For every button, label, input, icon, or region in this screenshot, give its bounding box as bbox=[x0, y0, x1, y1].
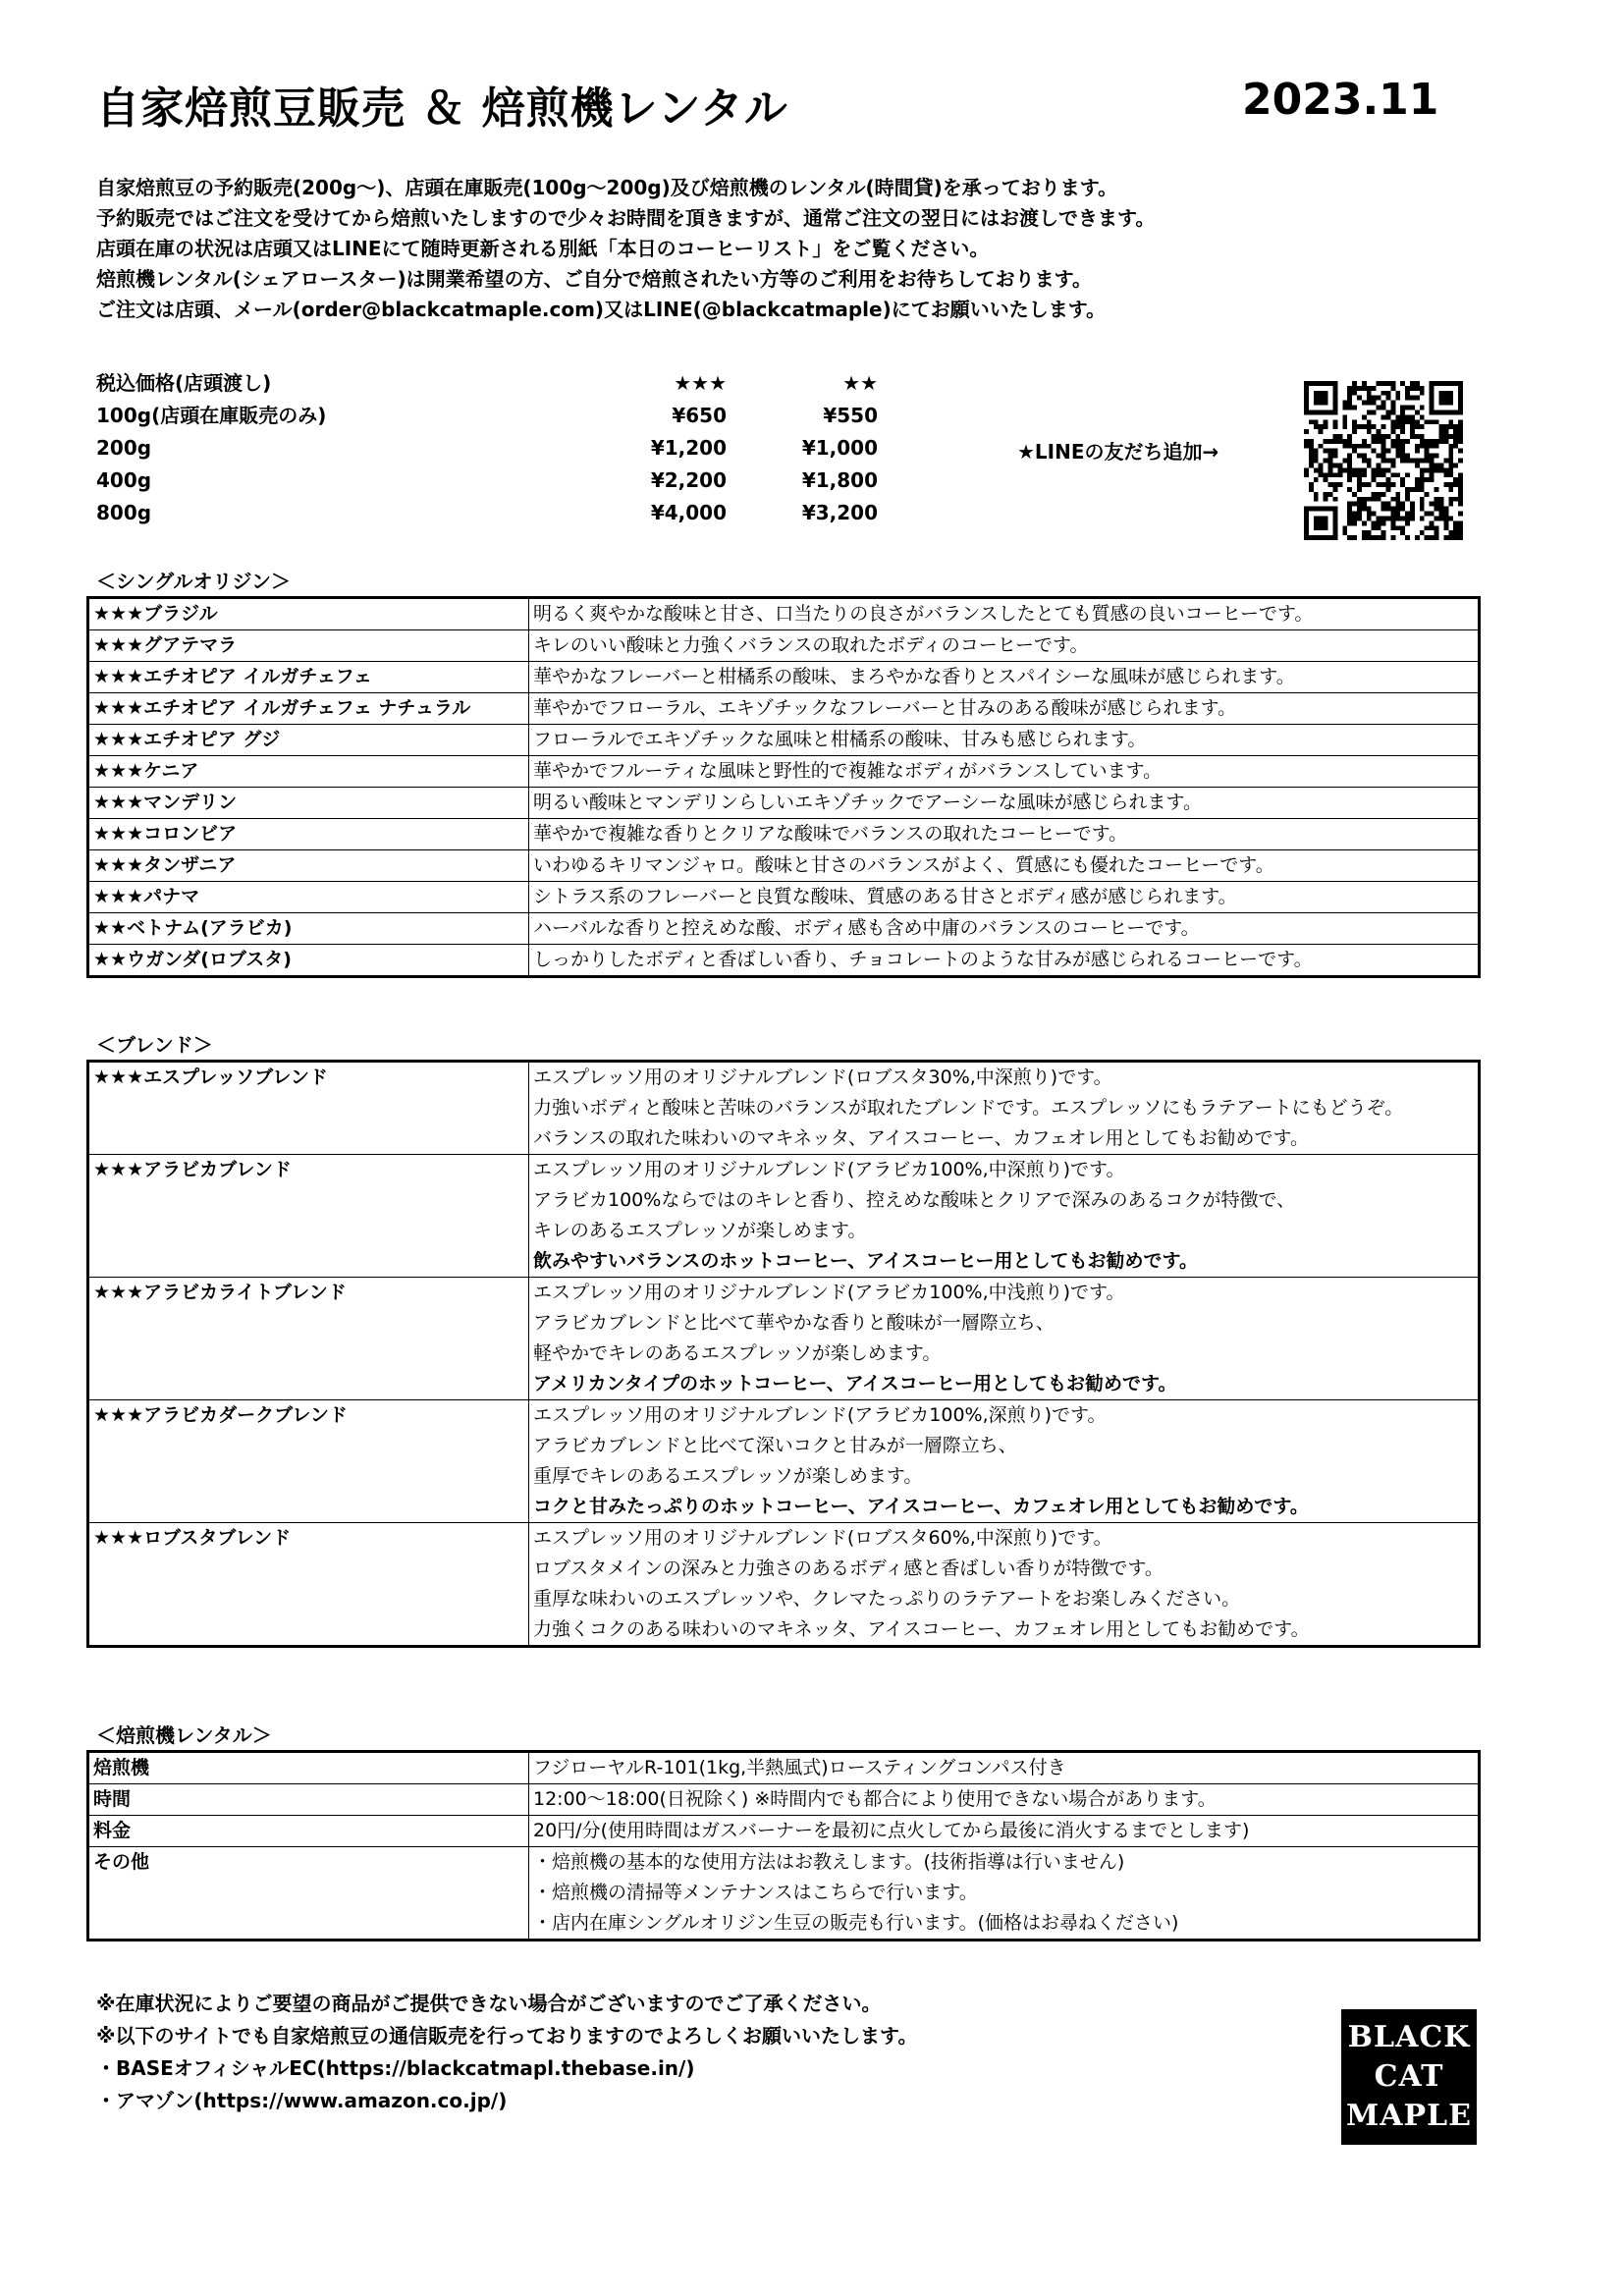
blend-name: ★★★アラビカライトブレンド bbox=[88, 1278, 529, 1400]
price-size: 200g bbox=[96, 436, 152, 460]
bean-name: ★★★マンデリン bbox=[88, 788, 529, 819]
price-row bbox=[96, 465, 878, 497]
price-2star: ¥3,200 bbox=[801, 501, 878, 524]
description-line: キレのあるエスプレッソが楽しめます。 bbox=[533, 1220, 867, 1241]
price-3star: ¥2,200 bbox=[650, 468, 727, 492]
blend-name: ★★★アラビカダークブレンド bbox=[88, 1400, 529, 1523]
description-line: アメリカンタイプのホットコーヒー、アイスコーヒー用としてもお勧めです。 bbox=[533, 1373, 1177, 1394]
page-title: 自家焙煎豆販売 ＆ 焙煎機レンタル bbox=[96, 83, 788, 134]
table-row bbox=[88, 882, 1480, 913]
rental-line: ・焙煎機の基本的な使用方法はお教えします。(技術指導は行いません) bbox=[533, 1851, 1125, 1873]
table-row bbox=[88, 662, 1480, 693]
rental-label: 料金 bbox=[88, 1816, 529, 1847]
table-row bbox=[88, 1400, 1480, 1523]
rental-line: 20円/分(使用時間はガスバーナーを最初に点火してから最後に消火するまでとします) bbox=[533, 1820, 1250, 1841]
rental-line: 12:00～18:00(日祝除く) ※時間内でも都合により使用できない場合があります。 bbox=[533, 1788, 1217, 1810]
table-row bbox=[88, 945, 1480, 977]
table-row bbox=[88, 1816, 1480, 1847]
rental-value bbox=[529, 1816, 1480, 1847]
description-line: エスプレッソ用のオリジナルブレンド(アラビカ100%,深煎り)です。 bbox=[533, 1404, 1107, 1426]
bean-name: ★★★エチオピア イルガチェフェ ナチュラル bbox=[88, 693, 529, 725]
description-line: 重厚でキレのあるエスプレッソが楽しめます。 bbox=[533, 1465, 923, 1487]
blend-name: ★★★ロブスタブレンド bbox=[88, 1523, 529, 1647]
description-line: アラビカブレンドと比べて深いコクと甘みが一層際立ち、 bbox=[533, 1435, 1017, 1456]
price-header-3star: ★★★ bbox=[674, 371, 727, 395]
blend-description bbox=[529, 1155, 1480, 1278]
bean-name: ★★★ケニア bbox=[88, 756, 529, 788]
table-row bbox=[88, 850, 1480, 882]
price-3star: ¥4,000 bbox=[650, 501, 727, 524]
table-row bbox=[88, 1523, 1480, 1647]
price-row bbox=[96, 400, 878, 432]
price-row bbox=[96, 497, 878, 529]
bean-description: しっかりしたボディと香ばしい香り、チョコレートのような甘みが感じられるコーヒーです。 bbox=[529, 945, 1480, 977]
bean-description: 明るい酸味とマンデリンらしいエキゾチックでアーシーな風味が感じられます。 bbox=[529, 788, 1480, 819]
bean-description: 華やかでフルーティな風味と野性的で複雑なボディがバランスしています。 bbox=[529, 756, 1480, 788]
bean-name: ★★ウガンダ(ロブスタ) bbox=[88, 945, 529, 977]
table-row bbox=[88, 756, 1480, 788]
bean-description: いわゆるキリマンジャロ。酸味と甘さのバランスがよく、質感にも優れたコーヒーです。 bbox=[529, 850, 1480, 882]
bean-description: 華やかでフローラル、エキゾチックなフレーバーと甘みのある酸味が感じられます。 bbox=[529, 693, 1480, 725]
table-row bbox=[88, 1784, 1480, 1816]
price-2star: ¥1,800 bbox=[801, 468, 878, 492]
blend-description bbox=[529, 1523, 1480, 1647]
line-friend-add-label: ★LINEの友だち追加→ bbox=[1017, 440, 1219, 464]
table-row bbox=[88, 913, 1480, 945]
rental-line: フジローヤルR-101(1kg,半熱風式)ロースティングコンパス付き bbox=[533, 1757, 1066, 1778]
rental-value bbox=[529, 1847, 1480, 1941]
table-row bbox=[88, 788, 1480, 819]
blend-title: ＜ブレンド＞ bbox=[96, 1033, 213, 1057]
rental-label: その他 bbox=[88, 1847, 529, 1941]
intro-line: 店頭在庫の状況は店頭又はLINEにて随時更新される別紙「本日のコーヒーリスト」をご覧ください。 bbox=[96, 237, 990, 260]
logo-line: MAPLE bbox=[1345, 2099, 1472, 2133]
price-2star: ¥1,000 bbox=[801, 436, 878, 460]
description-line: アラビカブレンドと比べて華やかな香りと酸味が一層際立ち、 bbox=[533, 1312, 1055, 1334]
footer-link-base[interactable]: ・BASEオフィシャルEC(https://blackcatmapl.thebase.in/) bbox=[96, 2056, 695, 2080]
description-line: エスプレッソ用のオリジナルブレンド(アラビカ100%,中深煎り)です。 bbox=[533, 1159, 1125, 1180]
intro-text bbox=[96, 173, 1155, 325]
price-size: 400g bbox=[96, 468, 152, 492]
rental-label: 時間 bbox=[88, 1784, 529, 1816]
bean-description: キレのいい酸味と力強くバランスの取れたボディのコーヒーです。 bbox=[529, 630, 1480, 662]
table-row bbox=[88, 819, 1480, 850]
intro-line: 自家焙煎豆の予約販売(200g～)、店頭在庫販売(100g～200g)及び焙煎機のレンタル(時間貸)を承っております。 bbox=[96, 176, 1118, 199]
table-row bbox=[88, 725, 1480, 756]
rental-title: ＜焙煎機レンタル＞ bbox=[96, 1723, 272, 1747]
table-row bbox=[88, 1278, 1480, 1400]
single-origin-table bbox=[86, 596, 1481, 978]
description-line: バランスの取れた味わいのマキネッタ、アイスコーヒー、カフェオレ用としてもお勧めです。 bbox=[533, 1127, 1310, 1149]
logo-line: CAT bbox=[1374, 2059, 1444, 2094]
blend-description bbox=[529, 1062, 1480, 1155]
description-line: 軽やかでキレのあるエスプレッソが楽しめます。 bbox=[533, 1342, 942, 1364]
blend-description bbox=[529, 1278, 1480, 1400]
price-header-row bbox=[96, 367, 878, 400]
price-3star: ¥650 bbox=[672, 404, 727, 427]
description-line: アラビカ100%ならではのキレと香り、控えめな酸味とクリアで深みのあるコクが特徴で、 bbox=[533, 1189, 1296, 1211]
rental-line: ・焙煎機の清掃等メンテナンスはこちらで行います。 bbox=[533, 1882, 978, 1903]
table-row bbox=[88, 1155, 1480, 1278]
table-row bbox=[88, 1062, 1480, 1155]
logo-line: BLACK bbox=[1347, 2020, 1471, 2054]
rental-label: 焙煎機 bbox=[88, 1752, 529, 1784]
description-line: ロブスタメインの深みと力強さのあるボディ感と香ばしい香りが特徴です。 bbox=[533, 1558, 1164, 1579]
description-line: 力強いボディと酸味と苦味のバランスが取れたブレンドです。エスプレッソにもラテアートにもどうぞ。 bbox=[533, 1097, 1404, 1119]
footer-note: ※在庫状況によりご要望の商品がご提供できない場合がございますのでご了承ください。 bbox=[96, 1992, 882, 2015]
bean-name: ★★★タンザニア bbox=[88, 850, 529, 882]
description-line: エスプレッソ用のオリジナルブレンド(アラビカ100%,中浅煎り)です。 bbox=[533, 1282, 1125, 1303]
rental-value bbox=[529, 1784, 1480, 1816]
blend-table bbox=[86, 1060, 1481, 1648]
black-cat-maple-logo bbox=[1341, 2009, 1477, 2145]
description-line: 重厚な味わいのエスプレッソや、クレマたっぷりのラテアートをお楽しみください。 bbox=[533, 1588, 1241, 1610]
description-line: 飲みやすいバランスのホットコーヒー、アイスコーヒー用としてもお勧めです。 bbox=[533, 1250, 1198, 1272]
price-3star: ¥1,200 bbox=[650, 436, 727, 460]
rental-line: ・店内在庫シングルオリジン生豆の販売も行います。(価格はお尋ねください) bbox=[533, 1912, 1179, 1934]
table-row bbox=[88, 630, 1480, 662]
table-row bbox=[88, 1847, 1480, 1941]
bean-description: シトラス系のフレーバーと良質な酸味、質感のある甘さとボディ感が感じられます。 bbox=[529, 882, 1480, 913]
single-origin-title: ＜シングルオリジン＞ bbox=[96, 570, 291, 593]
bean-name: ★★★パナマ bbox=[88, 882, 529, 913]
description-line: エスプレッソ用のオリジナルブレンド(ロブスタ60%,中深煎り)です。 bbox=[533, 1527, 1112, 1549]
issue-date: 2023.11 bbox=[1242, 75, 1439, 125]
qr-code-icon[interactable] bbox=[1304, 381, 1463, 540]
blend-description bbox=[529, 1400, 1480, 1523]
bean-description: 明るく爽やかな酸味と甘さ、口当たりの良さがバランスしたとても質感の良いコーヒーです。 bbox=[529, 598, 1480, 630]
rental-value bbox=[529, 1752, 1480, 1784]
blend-name: ★★★アラビカブレンド bbox=[88, 1155, 529, 1278]
bean-description: ハーバルな香りと控えめな酸、ボディ感も含め中庸のバランスのコーヒーです。 bbox=[529, 913, 1480, 945]
rental-table bbox=[86, 1750, 1481, 1941]
intro-line: 焙煎機レンタル(シェアロースター)は開業希望の方、ご自分で焙煎されたい方等のご利用をお待ちしております。 bbox=[96, 267, 1092, 291]
price-size: 100g(店頭在庫販売のみ) bbox=[96, 404, 327, 427]
description-line: 力強くコクのある味わいのマキネッタ、アイスコーヒー、カフェオレ用としてもお勧めです。 bbox=[533, 1618, 1310, 1640]
blend-name: ★★★エスプレッソブレンド bbox=[88, 1062, 529, 1155]
price-header-2star: ★★ bbox=[842, 371, 878, 395]
price-2star: ¥550 bbox=[823, 404, 878, 427]
bean-description: フローラルでエキゾチックな風味と柑橘系の酸味、甘みも感じられます。 bbox=[529, 725, 1480, 756]
table-row bbox=[88, 1752, 1480, 1784]
footer-link-amazon[interactable]: ・アマゾン(https://www.amazon.co.jp/) bbox=[96, 2089, 508, 2112]
bean-name: ★★★コロンビア bbox=[88, 819, 529, 850]
footer-notes bbox=[96, 1988, 917, 2117]
intro-line: 予約販売ではご注文を受けてから焙煎いたしますので少々お時間を頂きますが、通常ご注文の翌日にはお渡しできます。 bbox=[96, 206, 1156, 230]
price-row bbox=[96, 432, 878, 465]
price-header-label: 税込価格(店頭渡し) bbox=[96, 371, 272, 395]
bean-name: ★★★エチオピア イルガチェフェ bbox=[88, 662, 529, 693]
description-line: エスプレッソ用のオリジナルブレンド(ロブスタ30%,中深煎り)です。 bbox=[533, 1066, 1112, 1088]
footer-note: ※以下のサイトでも自家焙煎豆の通信販売を行っておりますのでよろしくお願いいたします。 bbox=[96, 2024, 918, 2048]
price-table bbox=[96, 367, 878, 529]
bean-name: ★★ベトナム(アラビカ) bbox=[88, 913, 529, 945]
bean-name: ★★★ブラジル bbox=[88, 598, 529, 630]
bean-description: 華やかで複雑な香りとクリアな酸味でバランスの取れたコーヒーです。 bbox=[529, 819, 1480, 850]
bean-description: 華やかなフレーバーと柑橘系の酸味、まろやかな香りとスパイシーな風味が感じられます。 bbox=[529, 662, 1480, 693]
intro-line: ご注文は店頭、メール(order@blackcatmaple.com)又はLINE(@blackcatmaple)にてお願いいたします。 bbox=[96, 298, 1107, 321]
bean-name: ★★★グアテマラ bbox=[88, 630, 529, 662]
bean-name: ★★★エチオピア グジ bbox=[88, 725, 529, 756]
table-row bbox=[88, 598, 1480, 630]
table-row bbox=[88, 693, 1480, 725]
price-size: 800g bbox=[96, 501, 152, 524]
description-line: コクと甘みたっぷりのホットコーヒー、アイスコーヒー、カフェオレ用としてもお勧めです。 bbox=[533, 1496, 1309, 1517]
